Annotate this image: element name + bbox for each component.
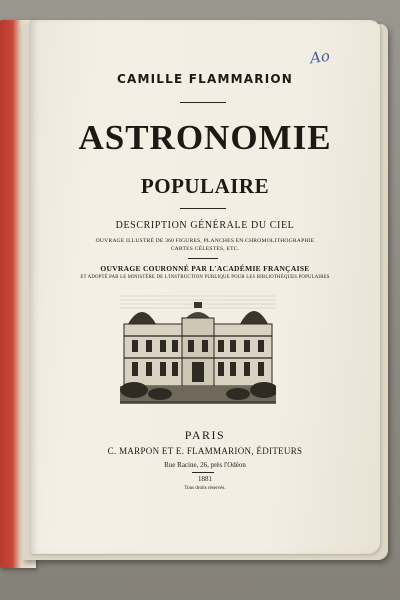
author-name: CAMILLE FLAMMARION bbox=[116, 72, 294, 86]
publisher-name: C. MARPON ET E. FLAMMARION, ÉDITEURS bbox=[107, 446, 303, 456]
award-note: ET ADOPTÉ PAR LE MINISTÈRE DE L'INSTRUCTION PUBLIQUE POUR LES BIBLIOTHÈQUES POPULAIRES bbox=[80, 275, 330, 280]
award-line: OUVRAGE COURONNÉ PAR L'ACADÉMIE FRANÇAISE bbox=[100, 264, 310, 273]
publication-year: 1881 bbox=[198, 475, 212, 483]
rights-notice: Tous droits réservés. bbox=[184, 486, 226, 491]
divider-rule-short bbox=[188, 258, 218, 259]
illustrations-line-1: OUVRAGE ILLUSTRÉ DE 360 FIGURES, PLANCHES EN CHROMOLITHOGRAPHIE bbox=[95, 238, 315, 244]
observatory-engraving-icon bbox=[120, 292, 276, 404]
library-stamp-mark: Ao bbox=[308, 46, 332, 68]
divider-rule-top bbox=[180, 102, 226, 103]
divider-rule-middle bbox=[180, 208, 226, 209]
publication-city: PARIS bbox=[184, 428, 226, 442]
publisher-address: Rue Racine, 26, près l'Odéon bbox=[164, 461, 246, 469]
title-page bbox=[30, 20, 380, 554]
illustrations-line-2: CARTES CÉLESTES, ETC. bbox=[170, 246, 240, 252]
book-title: ASTRONOMIE bbox=[78, 118, 332, 157]
description-line: DESCRIPTION GÉNÉRALE DU CIEL bbox=[115, 220, 295, 231]
book-subtitle: POPULAIRE bbox=[140, 174, 270, 198]
divider-rule-bottom bbox=[192, 472, 214, 473]
